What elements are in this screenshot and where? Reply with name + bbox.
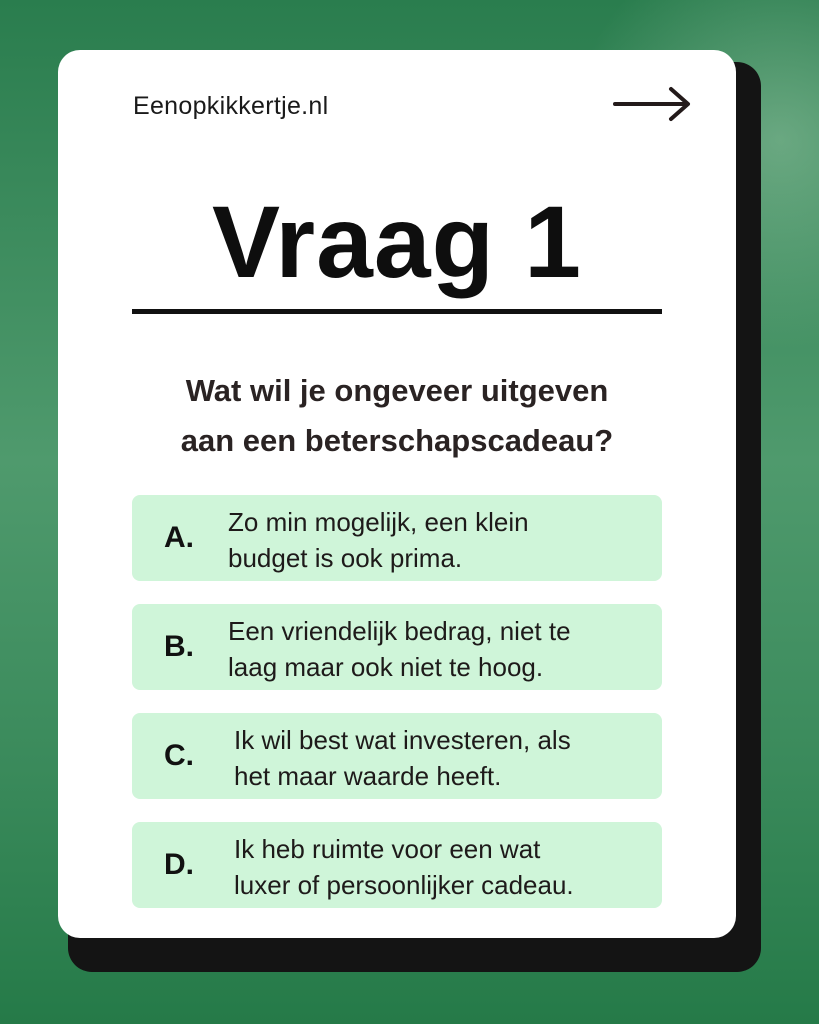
option-text-line-2: budget is ook prima. [228,543,463,573]
question-title: Vraag 1 [212,185,582,299]
option-letter: C. [164,739,194,772]
option-text [228,613,653,685]
answer-option-a[interactable] [132,495,662,581]
option-text-line-1: Zo min mogelijk, een klein [228,507,529,537]
option-text-line-1: Ik heb ruimte voor een wat [234,834,541,864]
option-text [228,504,653,576]
option-text-line-1: Een vriendelijk bedrag, niet te [228,616,571,646]
option-letter: B. [164,630,194,663]
answer-option-d[interactable] [132,822,662,908]
option-text-line-2: het maar waarde heeft. [234,761,502,791]
option-text-line-2: luxer of persoonlijker cadeau. [234,870,574,900]
option-text-line-2: laag maar ook niet te hoog. [228,652,544,682]
option-letter: A. [164,521,194,554]
site-name: Eenopkikkertje.nl [133,92,329,120]
question-line-2: aan een beterschapscadeau? [180,423,614,458]
option-text [234,722,659,794]
option-letter: D. [164,848,194,881]
quiz-card [58,50,736,938]
arrow-right-icon[interactable] [613,84,693,124]
title-divider [132,309,662,314]
answer-option-b[interactable] [132,604,662,690]
option-text [234,831,659,903]
answer-option-c[interactable] [132,713,662,799]
question-text [98,366,696,466]
question-line-1: Wat wil je ongeveer uitgeven [185,373,609,408]
option-text-line-1: Ik wil best wat investeren, als [234,725,571,755]
answer-options [132,495,662,931]
